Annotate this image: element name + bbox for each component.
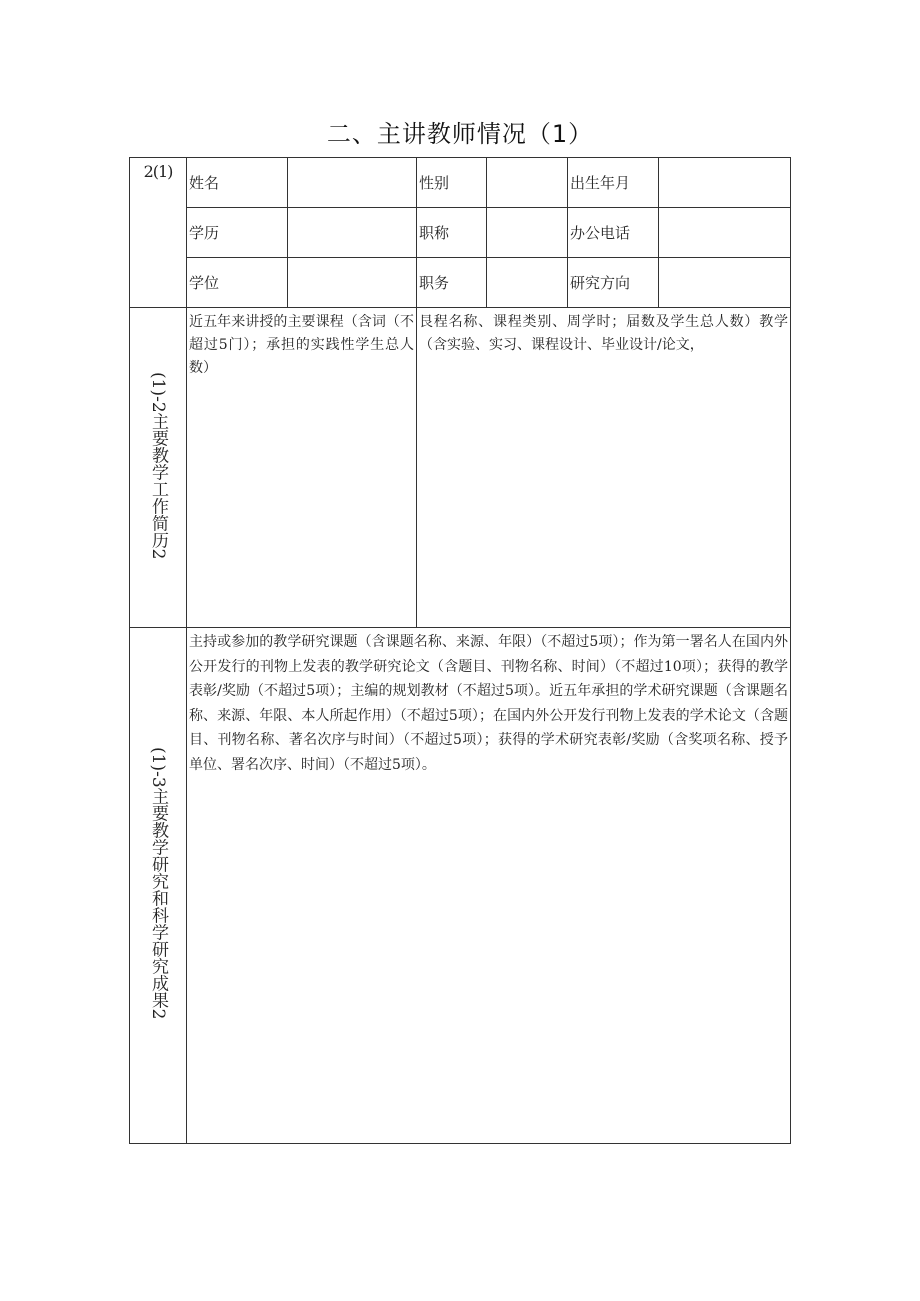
position-field[interactable] [487,258,568,308]
teaching-history-left-text[interactable]: 近五年来讲授的主要课程（含词（不超过5门）；承担的实践性学生总人数） [187,308,417,628]
table-row [130,308,791,628]
education-label: 学历 [187,208,288,258]
teaching-history-right-text[interactable]: 艮程名称、课程类别、周学时；届数及学生总人数）教学（含实验、实习、课程设计、毕业设计/论文， [417,308,791,628]
research-direction-field[interactable] [659,258,791,308]
teaching-history-label: (1)-2主要教学工作简历2 [148,371,168,560]
section-number-cell [130,158,187,308]
name-field[interactable] [288,158,417,208]
education-field[interactable] [288,208,417,258]
teaching-history-label-cell [130,308,187,628]
table-row [130,258,791,308]
degree-field[interactable] [288,258,417,308]
birth-date-field[interactable] [659,158,791,208]
professional-title-label: 职称 [417,208,487,258]
research-achievements-label: (1)-3主要教学研究和科学研究成果2 [148,747,168,1020]
research-achievements-text[interactable]: 主持或参加的教学研究课题（含课题名称、来源、年限）（不超过5项）；作为第一署名人在国内外公开发行的刊物上发表的教学研究论文（含题目、刊物名称、时间）（不超过10项）；获得的教学表彰/奖励（不超过5项）；主编的规划教材（不超过5项）。近五年承担的学术研究课题（含课题名称、来源、年限、本人所起作用）（不超过5项）；在国内外公开发行刊物上发表的学术论文（含题目、刊物名称、著名次序与时间）（不超过5项）；获得的学术研究表彰/奖励（含奖项名称、授予单位、署名次序、时间）（不超过5项）。 [187,628,791,1144]
table-row [130,158,791,208]
teacher-info-table [129,157,791,1144]
office-phone-field[interactable] [659,208,791,258]
professional-title-field[interactable] [487,208,568,258]
table-row [130,208,791,258]
name-label: 姓名 [187,158,288,208]
research-direction-label: 研究方向 [568,258,659,308]
birth-date-label: 出生年月 [568,158,659,208]
degree-label: 学位 [187,258,288,308]
section-number: 2(1) [143,162,173,181]
table-row [130,628,791,1144]
gender-label: 性别 [417,158,487,208]
page-title: 二、主讲教师情况（1） [326,120,594,148]
research-achievements-label-cell [130,628,187,1144]
gender-field[interactable] [487,158,568,208]
position-label: 职务 [417,258,487,308]
office-phone-label: 办公电话 [568,208,659,258]
